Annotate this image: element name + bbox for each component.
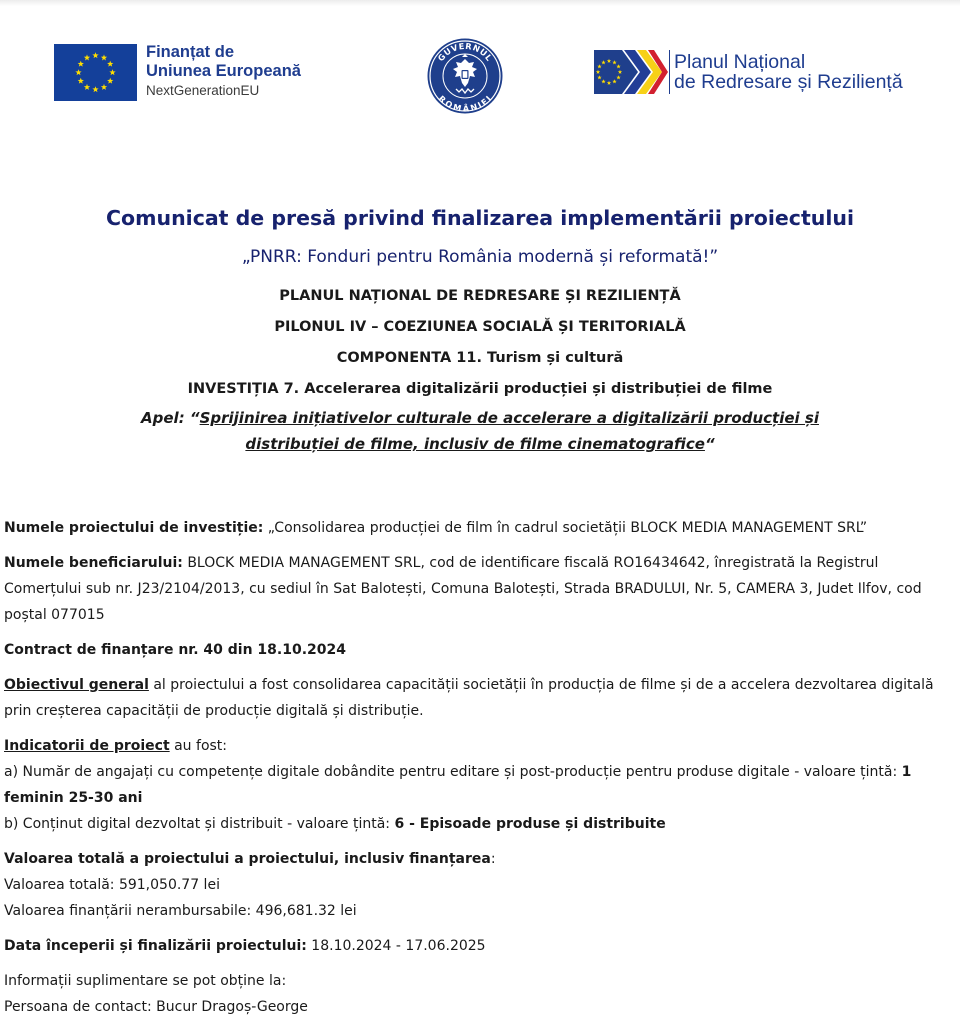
indicator-a-value: 1 feminin 25-30 ani (4, 764, 912, 806)
beneficiary-label: Numele beneficiarului: (4, 555, 183, 571)
dates-value: 18.10.2024 - 17.06.2025 (306, 938, 486, 954)
indicator-b-text: b) Conținut digital dezvoltat și distribuit - valoare țintă: (4, 816, 395, 832)
plan-line: PLANUL NAȚIONAL DE REDRESARE ȘI REZILIENȚĂ (279, 288, 681, 304)
objective-value: al proiectului a fost consolidarea capacității societății în producția de filme și de a accelera dezvoltarea digitală prin creșterea capacității de producție digitală și distribuție. (4, 677, 934, 719)
total-value-heading (4, 846, 957, 872)
beneficiary-paragraph (4, 550, 957, 628)
eu-flag-icon (54, 44, 137, 101)
indicator-b-value: 6 - Episoade produse și distribuite (394, 816, 666, 832)
indicators-heading (4, 733, 957, 759)
apel-line (110, 405, 850, 457)
indicator-b (4, 811, 957, 837)
press-release-body (4, 515, 957, 1020)
contact-line: Persoana de contact: Bucur Dragoș-George (4, 999, 308, 1015)
page-title: Comunicat de presă privind finalizarea implementării proiectului (105, 206, 854, 230)
apel-close-quote: “ (704, 435, 715, 453)
apel-label: Apel: “ (141, 409, 200, 427)
dates-label: Data începerii și finalizării proiectului: (4, 938, 307, 954)
eu-logo-line1: Finanțat de (146, 43, 235, 61)
indicator-a-text: a) Număr de angajați cu competențe digitale dobândite pentru editare și post-producție pentru produse digitale - valoare țintă: (4, 764, 902, 780)
project-name-paragraph (4, 515, 957, 541)
total-value-label: Valoarea totală a proiectului a proiectului, inclusiv finanțarea (4, 851, 491, 867)
pnrr-logo-divider (669, 50, 670, 94)
dates-paragraph (4, 933, 957, 959)
eu-logo-line3: NextGenerationEU (146, 83, 260, 98)
grant-value-line: Valoarea finanțării nerambursabile: 496,681.32 lei (4, 903, 357, 919)
logo-header (0, 30, 960, 120)
pnrr-logo-line1: Planul Național (674, 51, 806, 73)
objective-label: Obiectivul general (4, 677, 149, 693)
investitia-line: INVESTIȚIA 7. Accelerarea digitalizării producției și distribuției de filme (187, 381, 773, 397)
page-subtitle: „PNRR: Fonduri pentru România modernă și reformată!” (241, 247, 719, 267)
contract-line: Contract de finanțare nr. 40 din 18.10.2024 (4, 642, 346, 658)
project-name-value: „Consolidarea producției de film în cadrul societății BLOCK MEDIA MANAGEMENT SRL” (263, 520, 868, 536)
seal-text-top: GUVERNUL (435, 40, 495, 64)
pilon-line: PILONUL IV – COEZIUNEA SOCIALĂ ȘI TERITORIALĂ (274, 319, 686, 335)
indicators-label: Indicatorii de proiect (4, 738, 170, 754)
total-value-line: Valoarea totală: 591,050.77 lei (4, 877, 220, 893)
eu-funding-logo (54, 44, 324, 102)
objective-paragraph (4, 672, 957, 724)
indicator-a (4, 759, 957, 811)
pnrr-logo (594, 48, 924, 98)
componenta-line: COMPONENTA 11. Turism și cultură (336, 350, 624, 366)
total-value-colon: : (490, 851, 496, 867)
project-name-label: Numele proiectului de investiție: (4, 520, 264, 536)
press-release-heading (0, 198, 960, 457)
apel-title: Sprijinirea inițiativelor culturale de accelerare a digitalizării producției și distribuției de filme, inclusiv de filme cinematografice (199, 409, 819, 453)
romanian-government-seal-icon (426, 37, 504, 115)
pnrr-arrow-mark-icon (594, 50, 668, 94)
eu-logo-line2: Uniunea Europeană (146, 62, 301, 80)
top-shadow (0, 0, 960, 6)
seal-text-bottom: ROMÂNIEI (436, 93, 494, 114)
pnrr-logo-line2: de Redresare și Reziliență (674, 71, 903, 93)
info-line: Informații suplimentare se pot obține la: (4, 973, 287, 989)
beneficiary-value: BLOCK MEDIA MANAGEMENT SRL, cod de identificare fiscală RO16434642, înregistrată la Registrul Comerțului sub nr. J23/2104/2013, cu sediul în Sat Balotești, Comuna Balotești, Strada BRADULUI, Nr. 5, CAMERA 3, Judet Ilfov, cod poștal 077015 (4, 555, 922, 623)
indicators-suffix: au fost: (169, 738, 228, 754)
